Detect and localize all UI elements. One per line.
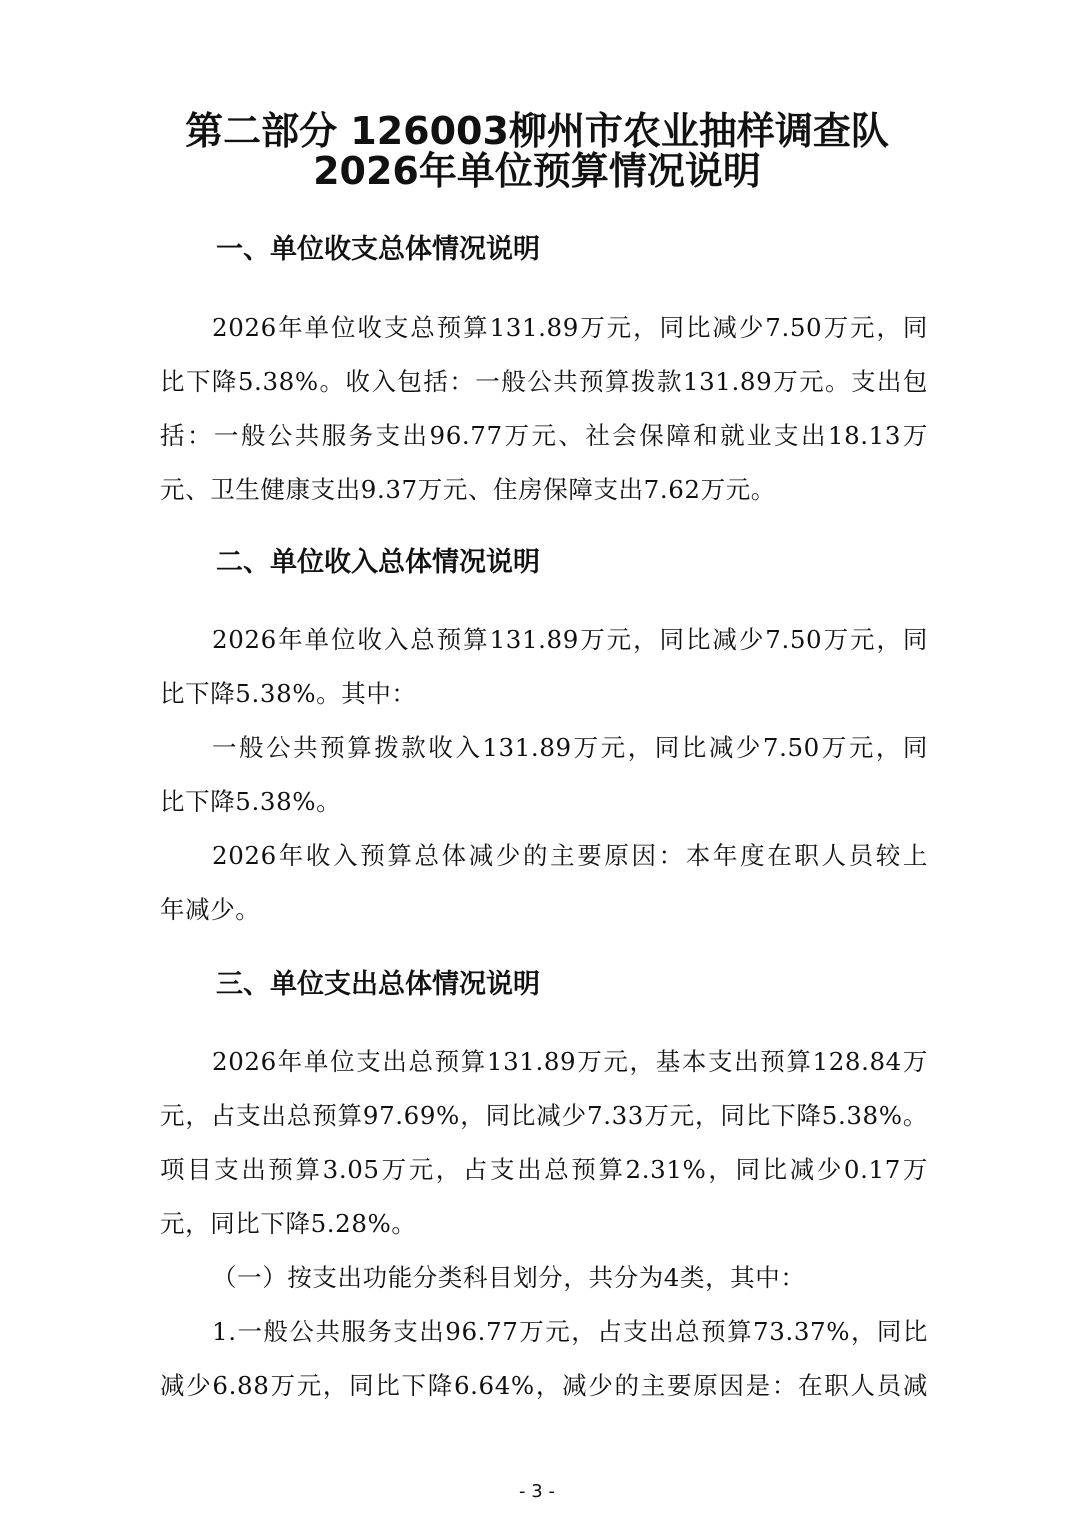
paragraph-line: 2026年单位支出总预算131.89万元，基本支出预算128.84万 [212,1047,928,1076]
page-title-line-2: 2026年单位预算情况说明 [313,149,761,193]
paragraph-line: 比下降5.38%。收入包括：一般公共预算拨款131.89万元。支出包 [160,367,928,396]
paragraph-line: （一）按支出功能分类科目划分，共分为4类，其中： [212,1263,806,1292]
paragraph-line: 一般公共预算拨款收入131.89万元，同比减少7.50万元，同 [212,733,928,762]
paragraph-line: 项目支出预算3.05万元，占支出总预算2.31%，同比减少0.17万 [160,1155,928,1184]
paragraph-line: 比下降5.38%。其中： [160,679,417,708]
page-title-line-1: 第二部分 126003柳州市农业抽样调查队 [185,109,889,153]
paragraph-line: 比下降5.38%。 [160,787,342,816]
section-heading-3: 三、单位支出总体情况说明 [216,969,540,1000]
paragraph-line: 2026年单位收支总预算131.89万元，同比减少7.50万元，同 [212,313,928,342]
paragraph-line: 年减少。 [160,895,261,924]
paragraph-line: 元，同比下降5.28%。 [160,1209,417,1238]
paragraph-line: 2026年收入预算总体减少的主要原因：本年度在职人员较上 [212,841,928,870]
paragraph-line: 括：一般公共服务支出96.77万元、社会保障和就业支出18.13万 [160,421,928,450]
paragraph-line: 2026年单位收入总预算131.89万元，同比减少7.50万元，同 [212,625,928,654]
section-heading-2: 二、单位收入总体情况说明 [216,547,540,578]
page-number: - 3 - [519,1481,555,1502]
paragraph-line: 1.一般公共服务支出96.77万元，占支出总预算73.37%，同比 [212,1317,928,1346]
paragraph-line: 减少6.88万元，同比下降6.64%，减少的主要原因是：在职人员减 [160,1371,928,1400]
section-heading-1: 一、单位收支总体情况说明 [216,234,540,265]
paragraph-line: 元，占支出总预算97.69%，同比减少7.33万元，同比下降5.38%。 [160,1101,928,1130]
paragraph-line: 元、卫生健康支出9.37万元、住房保障支出7.62万元。 [160,475,776,504]
